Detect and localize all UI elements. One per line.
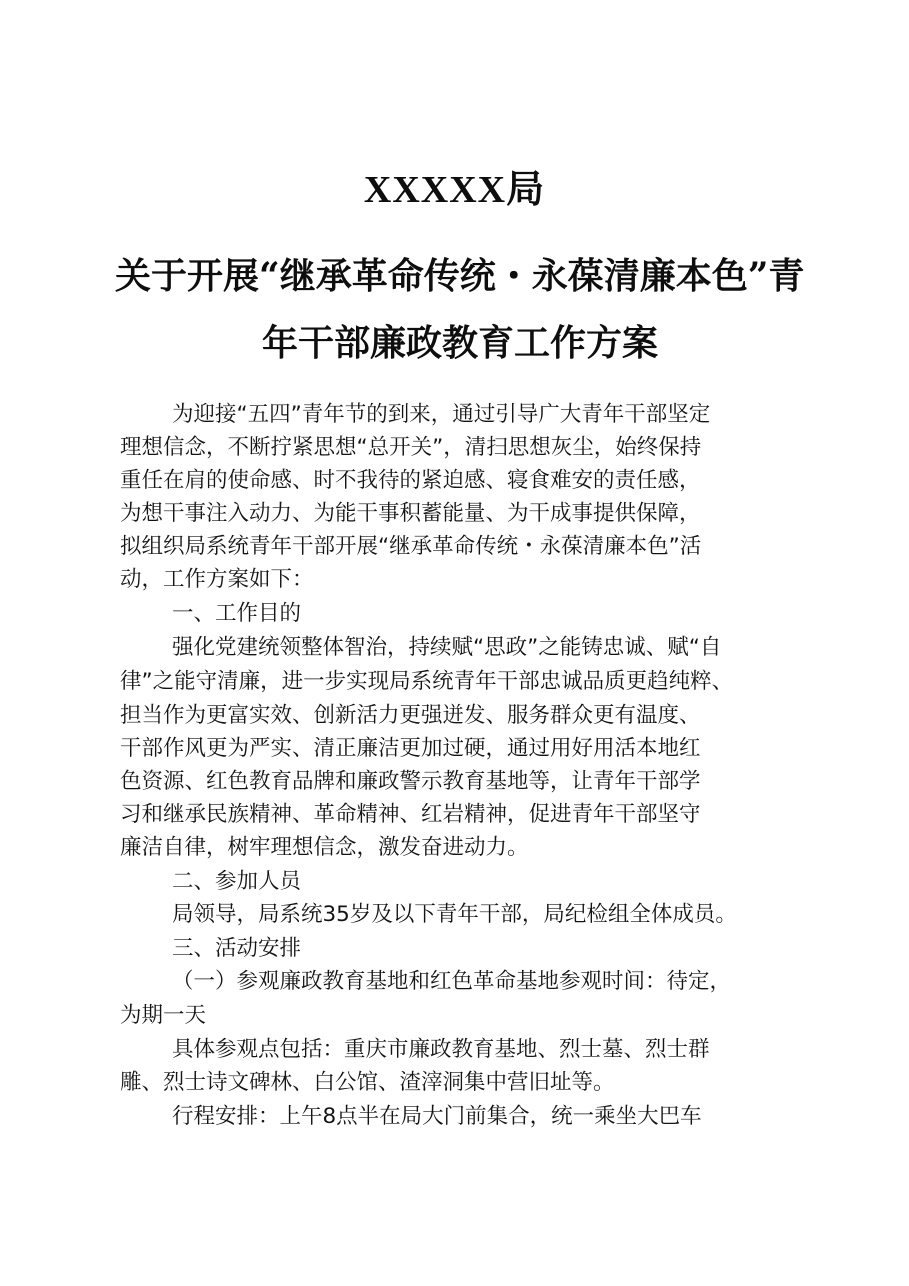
section-heading: 三、活动安排 <box>172 936 302 961</box>
body-line: 拟组织局系统青年干部开展“继承革命传统・永葆清廉本色”活 <box>120 534 702 559</box>
body-line: 为期一天 <box>120 1003 207 1028</box>
body-line: 廉洁自律，树牢理想信念，激发奋进动力。 <box>120 835 529 860</box>
body-line: 局领导，局系统35岁及以下青年干部，局纪检组全体成员。 <box>172 902 737 927</box>
body-line: 干部作风更为严实、清正廉洁更加过硬，通过用好用活本地红 <box>120 736 701 761</box>
org-name: XXXXX局 <box>363 169 546 211</box>
body-line: 行程安排：上午8点半在局大门前集合，统一乘坐大巴车 <box>172 1104 702 1129</box>
body-line: 动，工作方案如下： <box>120 567 314 592</box>
body-line: 担当作为更富实效、创新活力更强迸发、服务群众更有温度、 <box>120 703 701 728</box>
body-line: 为迎接“五四”青年节的到来，通过引导广大青年干部坚定 <box>172 402 711 427</box>
body-line: 律”之能守清廉，进一步实现局系统青年干部忠诚品质更趋纯粹、 <box>120 669 734 694</box>
title-line-1: 关于开展“继承革命传统・永葆清廉本色”青 <box>115 255 805 297</box>
body-line: 雕、烈士诗文碑林、白公馆、渣滓洞集中营旧址等。 <box>120 1070 615 1095</box>
section-heading: 一、工作目的 <box>172 601 302 626</box>
title-line-2: 年干部廉政教育工作方案 <box>261 322 658 364</box>
body-line: 具体参观点包括：重庆市廉政教育基地、烈士墓、烈士群 <box>172 1037 710 1062</box>
body-line: 为想干事注入动力、为能干事积蓄能量、为干成事提供保障， <box>120 501 701 526</box>
body-line: 色资源、红色教育品牌和廉政警示教育基地等，让青年干部学 <box>120 769 701 794</box>
body-line: 强化党建统领整体智治，持续赋“思政”之能铸忠诚、赋“自 <box>172 635 722 660</box>
section-heading: 二、参加人员 <box>172 869 302 894</box>
subsection-heading: （一）参观廉政教育基地和红色革命基地参观时间：待定， <box>172 969 732 994</box>
body-line: 重任在肩的使命感、时不我待的紧迫感、寝食难安的责任感， <box>120 468 701 493</box>
body-line: 习和继承民族精神、革命精神、红岩精神，促进青年干部坚守 <box>120 802 701 827</box>
body-line: 理想信念，不断拧紧思想“总开关”，清扫思想灰尘，始终保持 <box>120 435 702 460</box>
